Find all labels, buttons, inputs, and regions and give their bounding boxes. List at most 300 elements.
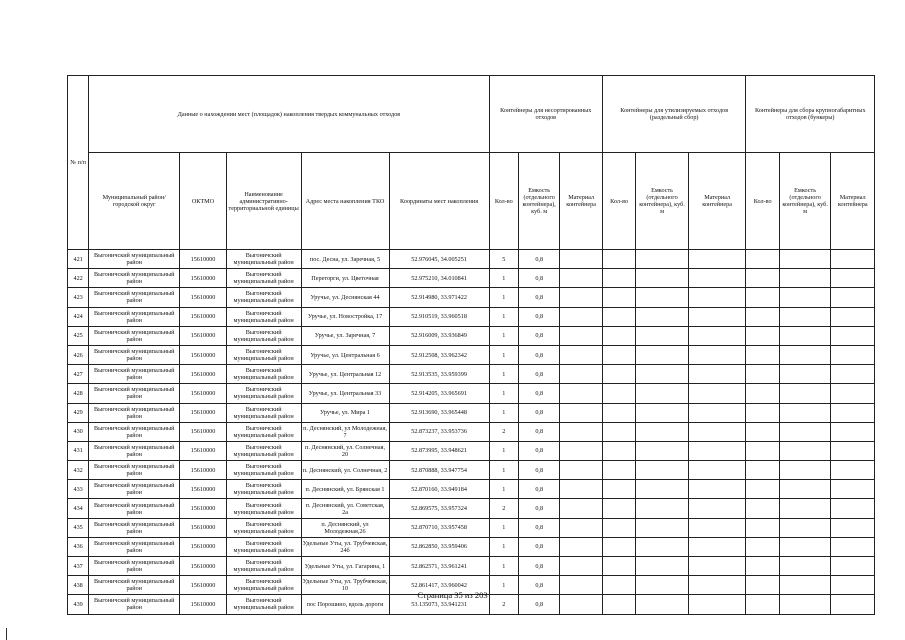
cell-address: п. Деснянский, ул. Брянская 1 (301, 480, 389, 499)
table-row (68, 250, 875, 269)
cell-material-2 (688, 384, 746, 403)
cell-coords: 52.913690, 33.965448 (389, 403, 489, 422)
cell-count-2 (602, 384, 635, 403)
cell-coords: 52.976045, 34.005251 (389, 250, 489, 269)
cell-district: Выгоничский муниципальный район (89, 250, 180, 269)
table-row (68, 269, 875, 288)
cell-volume-2 (636, 461, 689, 480)
cell-admin-unit: Выгоничский муниципальный район (226, 557, 301, 576)
cell-material-2 (688, 557, 746, 576)
cell-num: 434 (68, 499, 89, 518)
header-count: Кол-во (489, 153, 518, 250)
cell-material-3 (831, 499, 875, 518)
cell-volume: 0,8 (518, 461, 559, 480)
cell-count-2 (602, 288, 635, 307)
cell-material (560, 269, 602, 288)
cell-material (560, 250, 602, 269)
table-row (68, 345, 875, 364)
cell-district: Выгоничский муниципальный район (89, 345, 180, 364)
cell-material-3 (831, 422, 875, 441)
cell-volume: 0,8 (518, 269, 559, 288)
table-row (68, 422, 875, 441)
cell-coords: 52.913535, 33.959399 (389, 365, 489, 384)
cell-material-2 (688, 365, 746, 384)
cell-admin-unit: Выгоничский муниципальный район (226, 480, 301, 499)
cell-count-3 (746, 480, 779, 499)
cell-address: Переторги, ул. Цветочная (301, 269, 389, 288)
cell-volume-2 (636, 365, 689, 384)
cell-oktmo: 15610000 (180, 326, 227, 345)
cell-count-3 (746, 499, 779, 518)
cell-volume: 0,8 (518, 326, 559, 345)
cell-count-3 (746, 557, 779, 576)
cell-address: п. Деснянский, ул Молодежная, 7 (301, 422, 389, 441)
cell-num: 428 (68, 384, 89, 403)
cell-volume-3 (779, 307, 831, 326)
cell-num: 425 (68, 326, 89, 345)
cell-volume-3 (779, 288, 831, 307)
header-volume-2: Емкость (отдельного контейнера), куб. м (636, 153, 689, 250)
table-row (68, 499, 875, 518)
cell-address: Удельные Уты, ул. Трубчевская, 24б (301, 537, 389, 556)
cell-volume-3 (779, 461, 831, 480)
cell-material-2 (688, 345, 746, 364)
header-admin-unit: Наименование административно-территориальной единицы (226, 153, 301, 250)
cell-oktmo: 15610000 (180, 250, 227, 269)
cell-material-3 (831, 403, 875, 422)
cell-address: Уручье, ул. Мира 1 (301, 403, 389, 422)
cell-material-3 (831, 365, 875, 384)
cell-count-2 (602, 326, 635, 345)
cell-material (560, 518, 602, 537)
table-row (68, 480, 875, 499)
cell-material-3 (831, 250, 875, 269)
cell-district: Выгоничский муниципальный район (89, 576, 180, 595)
cell-admin-unit: Выгоничский муниципальный район (226, 326, 301, 345)
scan-mark (6, 628, 7, 640)
cell-admin-unit: Выгоничский муниципальный район (226, 576, 301, 595)
cell-admin-unit: Выгоничский муниципальный район (226, 422, 301, 441)
cell-oktmo: 15610000 (180, 345, 227, 364)
cell-count-3 (746, 345, 779, 364)
cell-oktmo: 15610000 (180, 557, 227, 576)
cell-material-2 (688, 441, 746, 460)
cell-count: 2 (489, 499, 518, 518)
cell-volume: 0,8 (518, 384, 559, 403)
cell-address: Удельные Уты, ул. Гагарина, 1 (301, 557, 389, 576)
cell-district: Выгоничский муниципальный район (89, 441, 180, 460)
page-number: Страница 35 из 203 (417, 590, 488, 600)
cell-volume-2 (636, 326, 689, 345)
cell-count-2 (602, 403, 635, 422)
cell-oktmo: 15610000 (180, 307, 227, 326)
cell-num: 435 (68, 518, 89, 537)
cell-count: 1 (489, 461, 518, 480)
cell-material-2 (688, 461, 746, 480)
cell-count-3 (746, 384, 779, 403)
cell-coords: 52.869575, 33.957324 (389, 499, 489, 518)
cell-oktmo: 15610000 (180, 461, 227, 480)
table-row (68, 326, 875, 345)
cell-district: Выгоничский муниципальный район (89, 326, 180, 345)
cell-count: 1 (489, 537, 518, 556)
cell-district: Выгоничский муниципальный район (89, 518, 180, 537)
cell-count-3 (746, 326, 779, 345)
cell-coords: 52.912508, 33.962342 (389, 345, 489, 364)
header-address: Адрес места накопления ТКО (301, 153, 389, 250)
cell-address: п. Деснянский, ул. Солнечная, 20 (301, 441, 389, 460)
cell-district: Выгоничский муниципальный район (89, 595, 180, 614)
cell-material-2 (688, 537, 746, 556)
cell-count-3 (746, 403, 779, 422)
cell-oktmo: 15610000 (180, 288, 227, 307)
cell-admin-unit: Выгоничский муниципальный район (226, 365, 301, 384)
cell-volume-3 (779, 422, 831, 441)
table-row (68, 461, 875, 480)
cell-admin-unit: Выгоничский муниципальный район (226, 307, 301, 326)
cell-count: 1 (489, 557, 518, 576)
tko-sites-table (67, 75, 875, 615)
cell-oktmo: 15610000 (180, 384, 227, 403)
cell-material (560, 345, 602, 364)
cell-volume: 0,8 (518, 537, 559, 556)
table-row (68, 441, 875, 460)
cell-volume-3 (779, 326, 831, 345)
cell-material (560, 288, 602, 307)
cell-num: 439 (68, 595, 89, 614)
header-coords: Координаты мест накопления (389, 153, 489, 250)
cell-oktmo: 15610000 (180, 518, 227, 537)
cell-count-2 (602, 345, 635, 364)
cell-num: 426 (68, 345, 89, 364)
cell-material (560, 307, 602, 326)
table-body (68, 250, 875, 615)
cell-volume-2 (636, 403, 689, 422)
cell-num: 431 (68, 441, 89, 460)
header-oktmo: ОКТМО (180, 153, 227, 250)
cell-material-3 (831, 288, 875, 307)
cell-material-3 (831, 326, 875, 345)
cell-num: 424 (68, 307, 89, 326)
cell-oktmo: 15610000 (180, 499, 227, 518)
cell-district: Выгоничский муниципальный район (89, 269, 180, 288)
cell-coords: 52.870710, 33.957458 (389, 518, 489, 537)
cell-material (560, 403, 602, 422)
cell-material-2 (688, 499, 746, 518)
table-row (68, 403, 875, 422)
cell-material-3 (831, 384, 875, 403)
cell-count-2 (602, 461, 635, 480)
cell-volume: 0,8 (518, 250, 559, 269)
cell-admin-unit: Выгоничский муниципальный район (226, 288, 301, 307)
header-volume-3: Емкость (отдельного контейнера), куб. м (779, 153, 831, 250)
cell-volume: 0,8 (518, 518, 559, 537)
cell-volume: 0,8 (518, 307, 559, 326)
cell-oktmo: 15610000 (180, 537, 227, 556)
cell-admin-unit: Выгоничский муниципальный район (226, 461, 301, 480)
cell-address: пос Порошино, вдоль дороги (301, 595, 389, 614)
cell-volume-3 (779, 518, 831, 537)
cell-num: 433 (68, 480, 89, 499)
cell-num: 430 (68, 422, 89, 441)
cell-volume-2 (636, 557, 689, 576)
cell-address: пос. Десна, ул. Заречная, 5 (301, 250, 389, 269)
cell-count-3 (746, 441, 779, 460)
cell-oktmo: 15610000 (180, 576, 227, 595)
cell-material (560, 422, 602, 441)
cell-count-2 (602, 480, 635, 499)
cell-district: Выгоничский муниципальный район (89, 288, 180, 307)
table-row (68, 288, 875, 307)
cell-volume-3 (779, 403, 831, 422)
cell-volume-2 (636, 250, 689, 269)
cell-count: 1 (489, 345, 518, 364)
header-group-sorted: Контейнеры для утилизируемых отходов (раздельный сбор) (602, 76, 746, 153)
header-group-location: Данные о нахождении мест (площадок) накопления твердых коммунальных отходов (89, 76, 489, 153)
cell-material-3 (831, 441, 875, 460)
cell-material-3 (831, 518, 875, 537)
cell-volume-2 (636, 288, 689, 307)
header-material-2: Материал контейнера (688, 153, 746, 250)
cell-admin-unit: Выгоничский муниципальный район (226, 595, 301, 614)
cell-material-2 (688, 269, 746, 288)
cell-volume-3 (779, 557, 831, 576)
cell-coords: 52.975210, 34.010841 (389, 269, 489, 288)
cell-material-3 (831, 461, 875, 480)
cell-material-2 (688, 403, 746, 422)
cell-material (560, 326, 602, 345)
cell-num: 429 (68, 403, 89, 422)
cell-coords: 52.910519, 33.960518 (389, 307, 489, 326)
cell-volume-2 (636, 384, 689, 403)
cell-count-2 (602, 518, 635, 537)
cell-volume-3 (779, 345, 831, 364)
cell-district: Выгоничский муниципальный район (89, 499, 180, 518)
cell-num: 421 (68, 250, 89, 269)
cell-material-2 (688, 250, 746, 269)
cell-coords: 52.914980, 33.971422 (389, 288, 489, 307)
cell-volume: 0,8 (518, 557, 559, 576)
cell-address: Уручье, ул. Деснянская 44 (301, 288, 389, 307)
cell-material (560, 365, 602, 384)
cell-count-3 (746, 422, 779, 441)
cell-volume: 0,8 (518, 499, 559, 518)
header-count-3: Кол-во (746, 153, 779, 250)
cell-count-2 (602, 422, 635, 441)
cell-district: Выгоничский муниципальный район (89, 403, 180, 422)
header-material: Материал контейнера (560, 153, 602, 250)
header-district: Муниципальный район/городской округ (89, 153, 180, 250)
cell-volume: 0,8 (518, 288, 559, 307)
header-num: № п/п (68, 76, 89, 250)
cell-address: Уручье, ул. Центральная 33 (301, 384, 389, 403)
table-row (68, 518, 875, 537)
cell-admin-unit: Выгоничский муниципальный район (226, 499, 301, 518)
cell-count-2 (602, 269, 635, 288)
cell-oktmo: 15610000 (180, 403, 227, 422)
cell-count-3 (746, 518, 779, 537)
cell-material-2 (688, 518, 746, 537)
cell-volume-3 (779, 384, 831, 403)
cell-address: Уручье, ул. Новостройка, 17 (301, 307, 389, 326)
table-row (68, 557, 875, 576)
cell-count: 1 (489, 288, 518, 307)
cell-volume-2 (636, 422, 689, 441)
cell-count-2 (602, 365, 635, 384)
header-group-bulky: Контейнеры для сбора крупногабаритных отходов (бункеры) (746, 76, 875, 153)
cell-coords: 52.870160, 33.949184 (389, 480, 489, 499)
cell-oktmo: 15610000 (180, 365, 227, 384)
table-row (68, 365, 875, 384)
cell-oktmo: 15610000 (180, 595, 227, 614)
header-count-2: Кол-во (602, 153, 635, 250)
cell-count-2 (602, 499, 635, 518)
cell-coords: 52.916009, 33.936849 (389, 326, 489, 345)
cell-admin-unit: Выгоничский муниципальный район (226, 345, 301, 364)
cell-volume-2 (636, 345, 689, 364)
cell-admin-unit: Выгоничский муниципальный район (226, 537, 301, 556)
cell-address: Удельные Уты, ул. Трубчевская, 10 (301, 576, 389, 595)
cell-material-3 (831, 345, 875, 364)
cell-volume: 0,8 (518, 422, 559, 441)
cell-count: 1 (489, 441, 518, 460)
cell-material (560, 384, 602, 403)
cell-district: Выгоничский муниципальный район (89, 384, 180, 403)
cell-coords: 52.861417, 33.960042 (389, 576, 489, 595)
cell-admin-unit: Выгоничский муниципальный район (226, 518, 301, 537)
cell-num: 436 (68, 537, 89, 556)
cell-count-3 (746, 461, 779, 480)
cell-address: Уручье, ул. Центральная 12 (301, 365, 389, 384)
cell-count-3 (746, 307, 779, 326)
cell-volume-3 (779, 441, 831, 460)
cell-district: Выгоничский муниципальный район (89, 461, 180, 480)
cell-material (560, 461, 602, 480)
cell-admin-unit: Выгоничский муниципальный район (226, 384, 301, 403)
cell-material-2 (688, 480, 746, 499)
cell-count: 1 (489, 326, 518, 345)
cell-count: 1 (489, 576, 518, 595)
cell-volume-3 (779, 269, 831, 288)
cell-num: 432 (68, 461, 89, 480)
cell-coords: 52.873995, 33.948621 (389, 441, 489, 460)
cell-address: Уручье, ул. Центральная 6 (301, 345, 389, 364)
cell-material-3 (831, 269, 875, 288)
cell-admin-unit: Выгоничский муниципальный район (226, 441, 301, 460)
cell-material-3 (831, 537, 875, 556)
header-group-nonsorted: Контейнеры для несортированных отходов (489, 76, 602, 153)
cell-volume: 0,8 (518, 576, 559, 595)
cell-count: 1 (489, 365, 518, 384)
cell-count-2 (602, 307, 635, 326)
cell-volume: 0,8 (518, 480, 559, 499)
cell-count-2 (602, 537, 635, 556)
cell-volume-3 (779, 365, 831, 384)
cell-num: 422 (68, 269, 89, 288)
table-row (68, 384, 875, 403)
cell-district: Выгоничский муниципальный район (89, 557, 180, 576)
cell-volume: 0,8 (518, 365, 559, 384)
cell-material-3 (831, 557, 875, 576)
cell-volume: 0,8 (518, 441, 559, 460)
cell-district: Выгоничский муниципальный район (89, 537, 180, 556)
cell-material-3 (831, 307, 875, 326)
cell-count: 1 (489, 518, 518, 537)
cell-material (560, 499, 602, 518)
cell-volume: 0,8 (518, 595, 559, 614)
cell-num: 427 (68, 365, 89, 384)
cell-count: 1 (489, 403, 518, 422)
cell-oktmo: 15610000 (180, 480, 227, 499)
cell-material-3 (831, 480, 875, 499)
cell-count-3 (746, 269, 779, 288)
cell-count: 2 (489, 595, 518, 614)
cell-coords: 52.914205, 33.965691 (389, 384, 489, 403)
header-material-3: Материал контейнера (831, 153, 875, 250)
table-row (68, 307, 875, 326)
cell-volume: 0,8 (518, 403, 559, 422)
cell-admin-unit: Выгоничский муниципальный район (226, 250, 301, 269)
cell-address: п. Деснянский, ул Молодежная,26 (301, 518, 389, 537)
cell-count-3 (746, 288, 779, 307)
cell-material (560, 537, 602, 556)
cell-oktmo: 15610000 (180, 422, 227, 441)
header-volume: Емкость (отдельного контейнера), куб. м (518, 153, 559, 250)
cell-address: п. Деснянский, ул. Солнечная, 2 (301, 461, 389, 480)
cell-count-2 (602, 557, 635, 576)
cell-count-3 (746, 365, 779, 384)
cell-material-2 (688, 326, 746, 345)
cell-volume-2 (636, 518, 689, 537)
cell-address: Уручье, ул. Заречная, 7 (301, 326, 389, 345)
cell-volume-3 (779, 537, 831, 556)
cell-district: Выгоничский муниципальный район (89, 365, 180, 384)
cell-count: 1 (489, 480, 518, 499)
cell-coords: 53.135073, 33.941231 (389, 595, 489, 614)
cell-count-2 (602, 250, 635, 269)
cell-coords: 52.862571, 33.961241 (389, 557, 489, 576)
cell-volume-2 (636, 499, 689, 518)
cell-oktmo: 15610000 (180, 441, 227, 460)
table-row (68, 537, 875, 556)
cell-district: Выгоничский муниципальный район (89, 480, 180, 499)
cell-volume-3 (779, 499, 831, 518)
cell-volume-2 (636, 480, 689, 499)
cell-material (560, 557, 602, 576)
cell-material-2 (688, 422, 746, 441)
cell-count: 5 (489, 250, 518, 269)
cell-count-2 (602, 441, 635, 460)
cell-coords: 52.862850, 33.959406 (389, 537, 489, 556)
cell-volume-2 (636, 307, 689, 326)
cell-volume-3 (779, 250, 831, 269)
cell-address: п. Деснянский, ул. Советская, 2а (301, 499, 389, 518)
cell-count: 1 (489, 384, 518, 403)
cell-count-3 (746, 250, 779, 269)
cell-district: Выгоничский муниципальный район (89, 422, 180, 441)
cell-material-2 (688, 307, 746, 326)
cell-num: 438 (68, 576, 89, 595)
cell-volume-2 (636, 441, 689, 460)
cell-admin-unit: Выгоничский муниципальный район (226, 403, 301, 422)
cell-district: Выгоничский муниципальный район (89, 307, 180, 326)
cell-coords: 52.870888, 33.947754 (389, 461, 489, 480)
cell-num: 437 (68, 557, 89, 576)
cell-volume: 0,8 (518, 345, 559, 364)
cell-volume-2 (636, 537, 689, 556)
cell-material (560, 441, 602, 460)
cell-oktmo: 15610000 (180, 269, 227, 288)
